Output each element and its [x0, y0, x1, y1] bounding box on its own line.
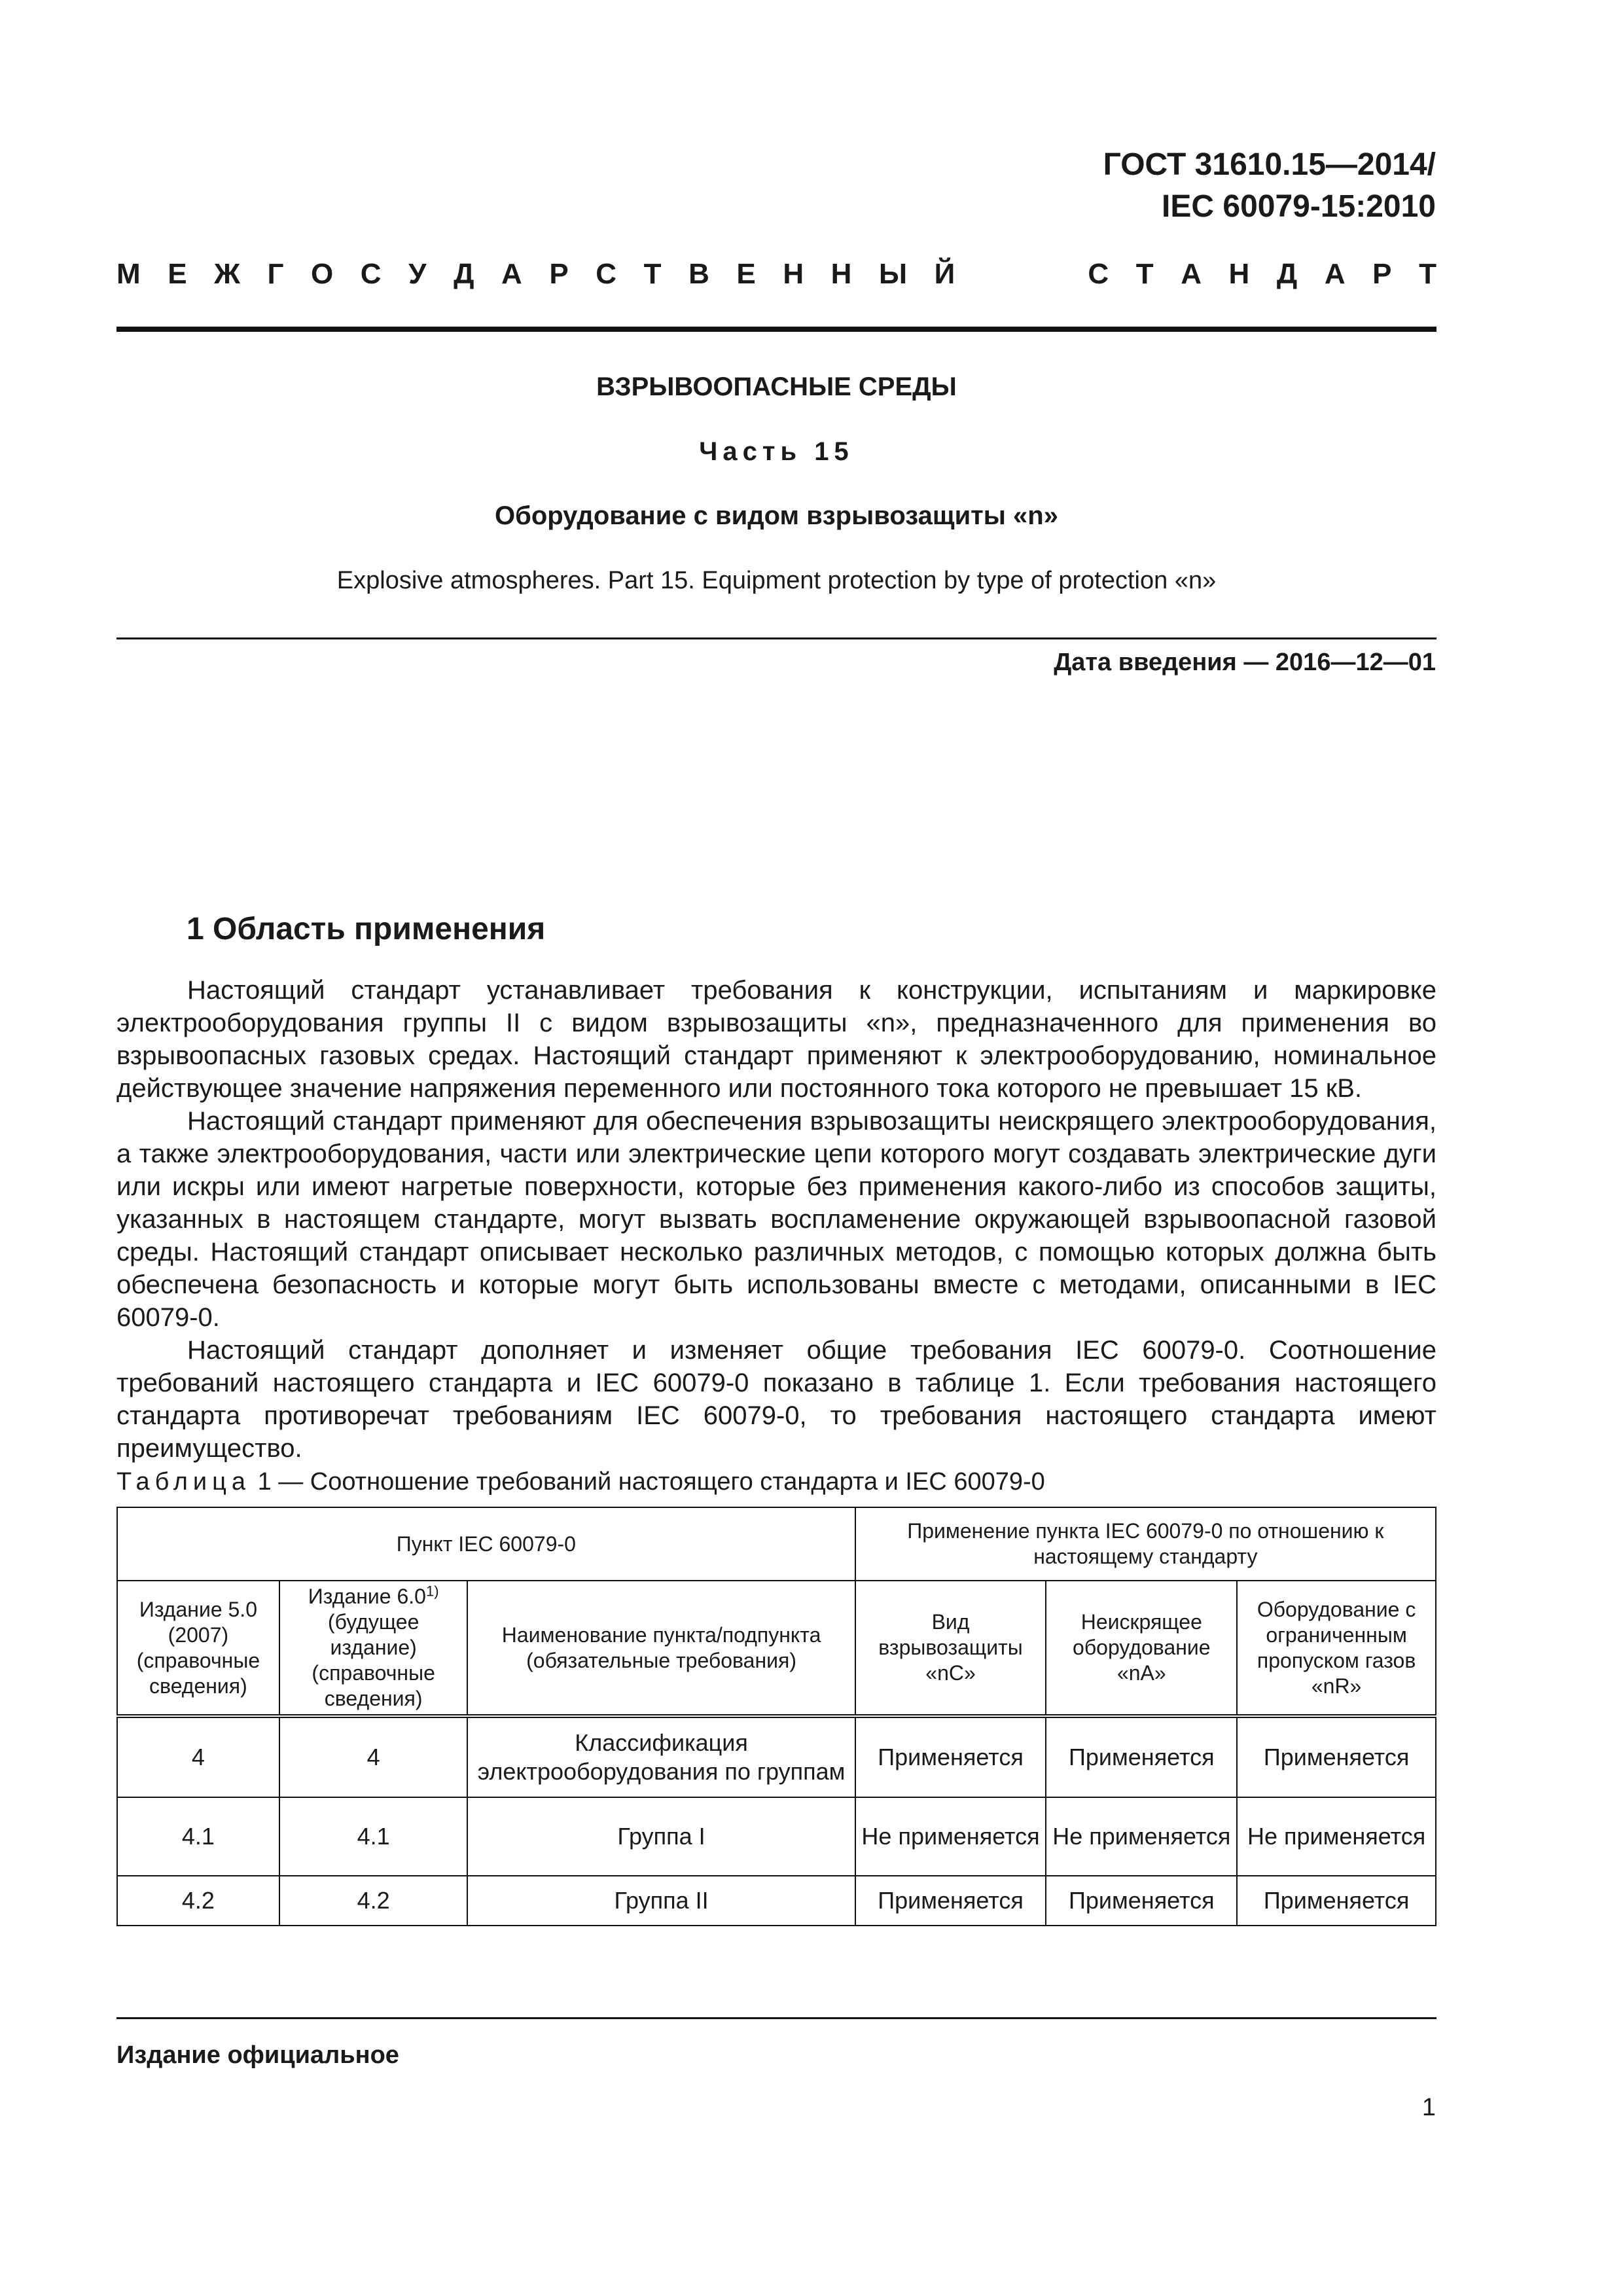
heading-letter: Р [549, 258, 569, 290]
column-header-na: Неискрящее оборудование «nA» [1046, 1581, 1237, 1716]
footnote-marker: 1) [425, 1583, 439, 1600]
page-number: 1 [1421, 2094, 1436, 2121]
heading-letter: Р [1372, 258, 1392, 290]
title-divider [116, 637, 1436, 639]
cell-nc: Применяется [855, 1716, 1046, 1797]
table-row [117, 1876, 1436, 1926]
heading-letter: Д [1276, 258, 1298, 290]
official-edition-label: Издание официальное [116, 2041, 399, 2069]
edition6-label: Издание 6.0 [308, 1585, 426, 1608]
table-caption-text: 1 — Соотношение требований настоящего стандарта и IEC 60079-0 [257, 1468, 1045, 1496]
english-title: Explosive atmospheres. Part 15. Equipment protection by type of protection «n» [336, 567, 1217, 594]
heading-letter: Т [1135, 258, 1154, 290]
cell-na: Применяется [1046, 1716, 1237, 1797]
heading-letter: Ж [214, 258, 240, 290]
cell-nr: Не применяется [1237, 1797, 1436, 1876]
section-body [116, 974, 1436, 1465]
cell-nc: Не применяется [855, 1797, 1046, 1876]
heading-letter: Г [267, 258, 284, 290]
table-group-header-row [117, 1507, 1436, 1581]
heading-letter: С [596, 258, 617, 290]
group-header-right: Применение пункта IEC 60079-0 по отношению к настоящему стандарту [855, 1507, 1436, 1581]
column-header-nr: Оборудование с ограниченным пропуском газов «nR» [1237, 1581, 1436, 1716]
document-title: ВЗРЫВООПАСНЫЕ СРЕДЫ [596, 372, 957, 401]
heading-letter: У [408, 258, 427, 290]
column-header-edition5: Издание 5.0 (2007) (справочные сведения) [117, 1581, 279, 1716]
paragraph: Настоящий стандарт применяют для обеспечения взрывозащиты неискрящего электрооборудования, а также электрооборудования, части или электрические цепи которого могут создавать электрические дуги или искры или имеют нагретые поверхности, которые без применения какого-либо из способов защиты, указанных в настоящем стандарте, могут вызвать воспламенение окружающей взрывоопасной газовой среды. Настоящий стандарт описывает несколько различных методов, с помощью которых должна быть обеспечена безопасность и которые могут быть использованы вместе с методами, описанными в IEC 60079-0. [116, 1107, 1436, 1332]
cell-edition5: 4.1 [117, 1797, 279, 1876]
requirements-table [116, 1507, 1436, 1926]
column-header-edition6 [279, 1581, 468, 1716]
edition6-note: (будущее издание) (справочные сведения) [312, 1610, 435, 1710]
heading-letter: Н [783, 258, 804, 290]
cell-na: Не применяется [1046, 1797, 1237, 1876]
heading-letter: М [116, 258, 141, 290]
heading-letter: С [360, 258, 382, 290]
heading-letter: Ы [879, 258, 908, 290]
standard-code-line1: ГОСТ 31610.15—2014/ [1103, 147, 1436, 182]
header-divider [116, 327, 1436, 332]
heading-letter: Н [1228, 258, 1250, 290]
heading-letter: Н [830, 258, 852, 290]
cell-na: Применяется [1046, 1876, 1237, 1926]
heading-letter: А [1181, 258, 1202, 290]
cell-name: Группа II [467, 1876, 855, 1926]
heading-letter: В [688, 258, 709, 290]
column-header-name: Наименование пункта/подпункта (обязательные требования) [467, 1581, 855, 1716]
table-caption-label: Таблица [116, 1468, 251, 1496]
heading-letter: Е [736, 258, 756, 290]
column-header-nc: Вид взрывозащиты «nC» [855, 1581, 1046, 1716]
word-gap [982, 257, 1061, 292]
cell-nr: Применяется [1237, 1876, 1436, 1926]
introduction-date: Дата введения — 2016—12—01 [1054, 649, 1436, 676]
interstate-standard-heading [116, 257, 1436, 292]
cell-name: Классификация электрооборудования по группам [467, 1716, 855, 1797]
paragraph: Настоящий стандарт устанавливает требования к конструкции, испытаниям и маркировке электрооборудования группы II с видом взрывозащиты «n», предназначенного для применения во взрывоопасных газовых средах. Настоящий стандарт применяют к электрооборудованию, номинальное действующее значение напряжения переменного или постоянного тока которого не превышает 15 кВ. [116, 976, 1436, 1103]
paragraph: Настоящий стандарт дополняет и изменяет общие требования IEC 60079-0. Соотношение требований настоящего стандарта и IEC 60079-0 показано в таблице 1. Если требования настоящего стандарта противоречат требованиям IEC 60079-0, то требования настоящего стандарта имеют преимущество. [116, 1336, 1436, 1463]
table-row [117, 1716, 1436, 1797]
heading-letter: Е [168, 258, 187, 290]
table-caption [116, 1466, 1045, 1498]
heading-letter: Д [454, 258, 474, 290]
heading-letter: А [501, 258, 522, 290]
cell-nr: Применяется [1237, 1716, 1436, 1797]
cell-edition5: 4 [117, 1716, 279, 1797]
standard-code-line2: IEC 60079-15:2010 [1162, 189, 1436, 224]
heading-letter: Т [643, 258, 662, 290]
table-row [117, 1797, 1436, 1876]
cell-edition6: 4.2 [279, 1876, 468, 1926]
heading-letter: Й [934, 258, 955, 290]
heading-letter: А [1324, 258, 1346, 290]
cell-name: Группа I [467, 1797, 855, 1876]
table-column-header-row [117, 1581, 1436, 1716]
heading-letter: Т [1419, 258, 1436, 290]
group-header-left: Пункт IEC 60079-0 [117, 1507, 855, 1581]
heading-letter: С [1088, 258, 1109, 290]
document-subtitle: Оборудование с видом взрывозащиты «n» [495, 501, 1058, 530]
section-heading: 1 Область применения [187, 912, 546, 946]
cell-nc: Применяется [855, 1876, 1046, 1926]
cell-edition5: 4.2 [117, 1876, 279, 1926]
document-part: Часть 15 [699, 437, 854, 466]
footer-divider [116, 2017, 1436, 2019]
heading-letter: О [311, 258, 334, 290]
cell-edition6: 4.1 [279, 1797, 468, 1876]
cell-edition6: 4 [279, 1716, 468, 1797]
